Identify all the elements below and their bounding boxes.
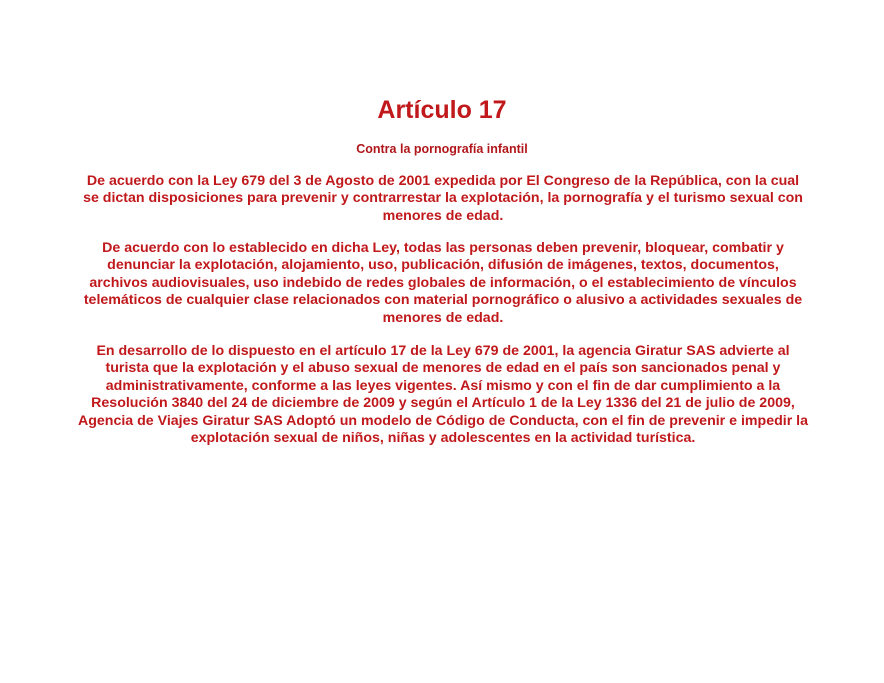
paragraph-ley-679: De acuerdo con la Ley 679 del 3 de Agosto de 2001 expedida por El Congreso de la República, con la cual se dictan disposiciones para prevenir y contrarrestar la explotación, la pornografía y el turismo sexual con menores de edad.: [83, 173, 803, 224]
page-title: Artículo 17: [377, 96, 507, 124]
paragraph-giratur-codigo-conducta: En desarrollo de lo dispuesto en el artículo 17 de la Ley 679 de 2001, la agencia Giratur SAS advierte al turista que la explotación y el abuso sexual de menores de edad en el país son sancionados penal y administrativamente, conforme a las leyes vigentes. Así mismo y con el fin de dar cumplimiento a la Resolución 3840 del 24 de diciembre de 2009 y según el Artículo 1 de la Ley 1336 del 21 de julio de 2009, Agencia de Viajes Giratur SAS Adoptó un modelo de Código de Conducta, con el fin de prevenir e impedir la explotación sexual de niños, niñas y adolescentes en la actividad turística.: [78, 343, 808, 447]
paragraph-obligaciones: De acuerdo con lo establecido en dicha Ley, todas las personas deben prevenir, bloquear, combatir y denunciar la explotación, alojamiento, uso, publicación, difusión de imágenes, textos, documentos, archivos audiovisuales, uso indebido de redes globales de información, o el establecimiento de vínculos telemáticos de cualquier clase relacionados con material pornográfico o alusivo a actividades sexuales de menores de edad.: [83, 240, 803, 326]
page-subtitle: Contra la pornografía infantil: [356, 142, 528, 156]
